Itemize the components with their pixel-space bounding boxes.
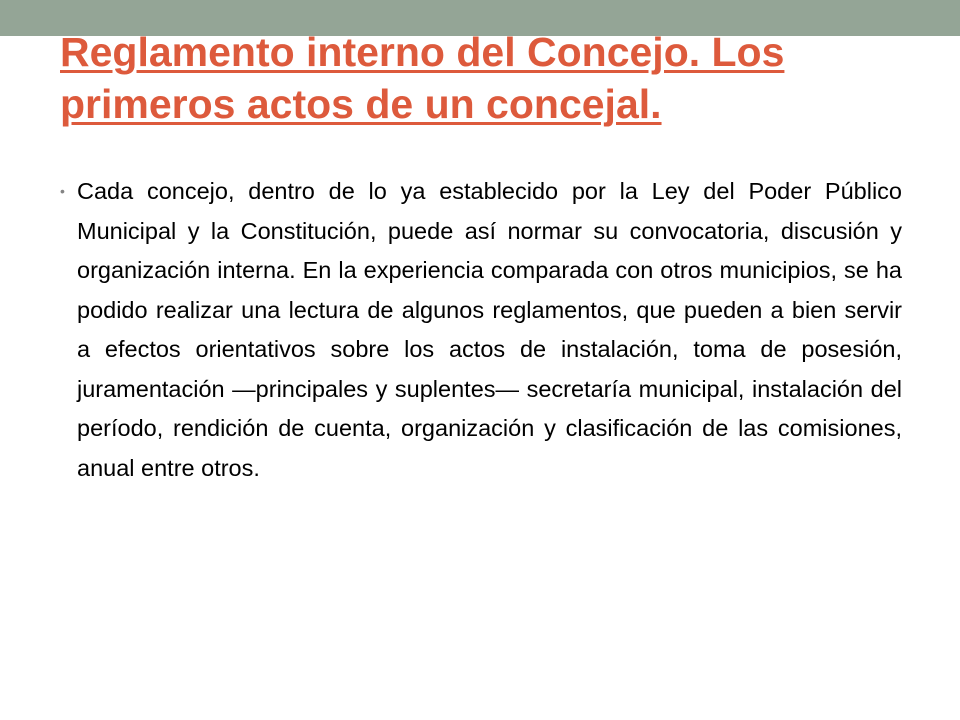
slide-title: Reglamento interno del Concejo. Los primeros actos de un concejal. [60,29,785,127]
slide-body [60,172,902,488]
bullet-marker-icon: • [60,183,65,199]
bullet-text: Cada concejo, dentro de lo ya establecido por la Ley del Poder Público Municipal y la Constitución, puede así normar su convocatoria, discusión y organización interna. En la experiencia comparada con otros municipios, se ha podido realizar una lectura de algunos reglamentos, que pueden a bien servir a efectos orientativos sobre los actos de instalación, toma de posesión, juramentación —principales y suplentes— secretaría municipal, instalación del período, rendición de cuenta, organización y clasificación de las comisiones, anual entre otros. [77,178,902,481]
bullet-item [60,172,902,488]
